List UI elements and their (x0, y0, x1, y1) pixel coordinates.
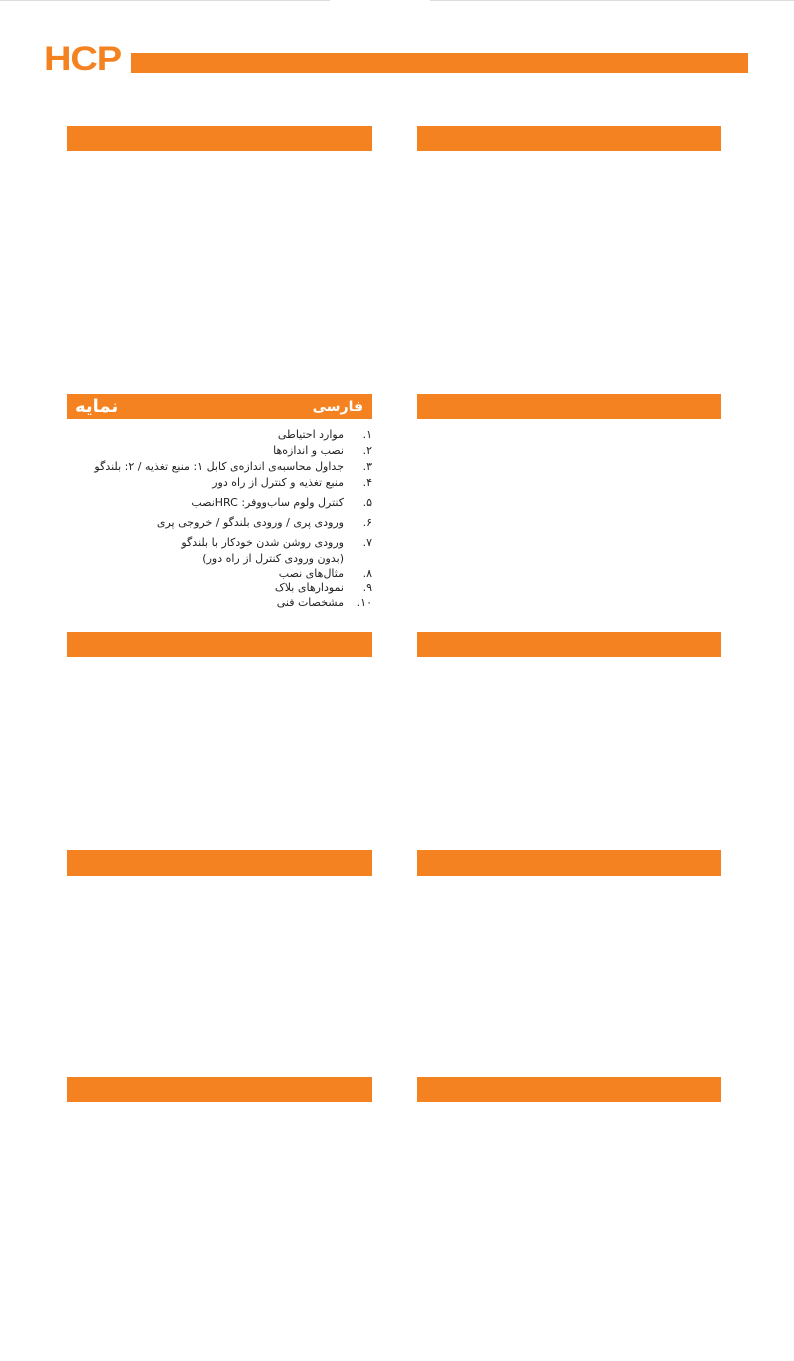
toc-text: نصب و اندازه‌ها (273, 444, 344, 457)
section-bar-2-right (417, 394, 721, 419)
toc-text-main: ورودی روشن شدن خودکار با بلندگو (181, 536, 344, 549)
toc-item (67, 459, 372, 475)
toc-text: مثال‌های نصب (278, 567, 344, 580)
top-rule-right (430, 0, 794, 1)
header-bar (131, 53, 748, 73)
toc-text: جداول محاسبه‌ی اندازه‌ی کابل ۱: منبع تغذیه / ۲: بلندگو (94, 460, 344, 473)
section-bar-1-right (417, 126, 721, 151)
toc-item (67, 495, 372, 511)
toc-number: ۴. (362, 476, 372, 489)
section-language: فارسی (312, 398, 363, 415)
toc-item (67, 595, 372, 611)
toc-text: ورودی پری / ورودی بلندگو / خروجی پری (156, 516, 344, 529)
brand-logo: HCP (44, 40, 122, 78)
toc-number: ۷. (362, 536, 372, 549)
toc-number: ۵. (362, 496, 372, 509)
section-bar-4-right (417, 850, 721, 876)
toc-item (67, 535, 372, 567)
toc-item (67, 443, 372, 459)
toc-number: ۸. (362, 567, 372, 580)
toc-number: ۳. (362, 460, 372, 473)
section-title: نمایه (75, 396, 119, 417)
section-bar-persian (67, 394, 372, 419)
section-bar-5-right (417, 1077, 721, 1102)
toc-text: منبع تغذیه و کنترل از راه دور (212, 476, 344, 489)
toc-text: موارد احتیاطی (277, 428, 344, 441)
section-bar-1-left (67, 126, 372, 151)
toc-number: ۶. (362, 516, 372, 529)
toc-item (67, 567, 372, 581)
toc-text-sub: (بدون ورودی کنترل از راه دور) (202, 552, 344, 565)
toc-text: کنترل ولوم ساب‌ووفر: HRCنصب (191, 496, 344, 509)
top-rule-left (0, 0, 330, 1)
toc-text: نمودارهای بلاک (274, 581, 344, 594)
toc-item (67, 581, 372, 595)
toc-number: ۹. (362, 581, 372, 594)
section-bar-3-right (417, 632, 721, 657)
table-of-contents (67, 427, 372, 611)
toc-item (67, 427, 372, 443)
section-bar-4-left (67, 850, 372, 876)
toc-text (67, 535, 344, 567)
section-bar-5-left (67, 1077, 372, 1102)
toc-number: ۱۰. (356, 596, 372, 609)
toc-item (67, 475, 372, 491)
toc-number: ۲. (362, 444, 372, 457)
section-bar-3-left (67, 632, 372, 657)
toc-number: ۱. (362, 428, 372, 441)
toc-item (67, 515, 372, 531)
toc-text: مشخصات فنی (276, 596, 344, 609)
